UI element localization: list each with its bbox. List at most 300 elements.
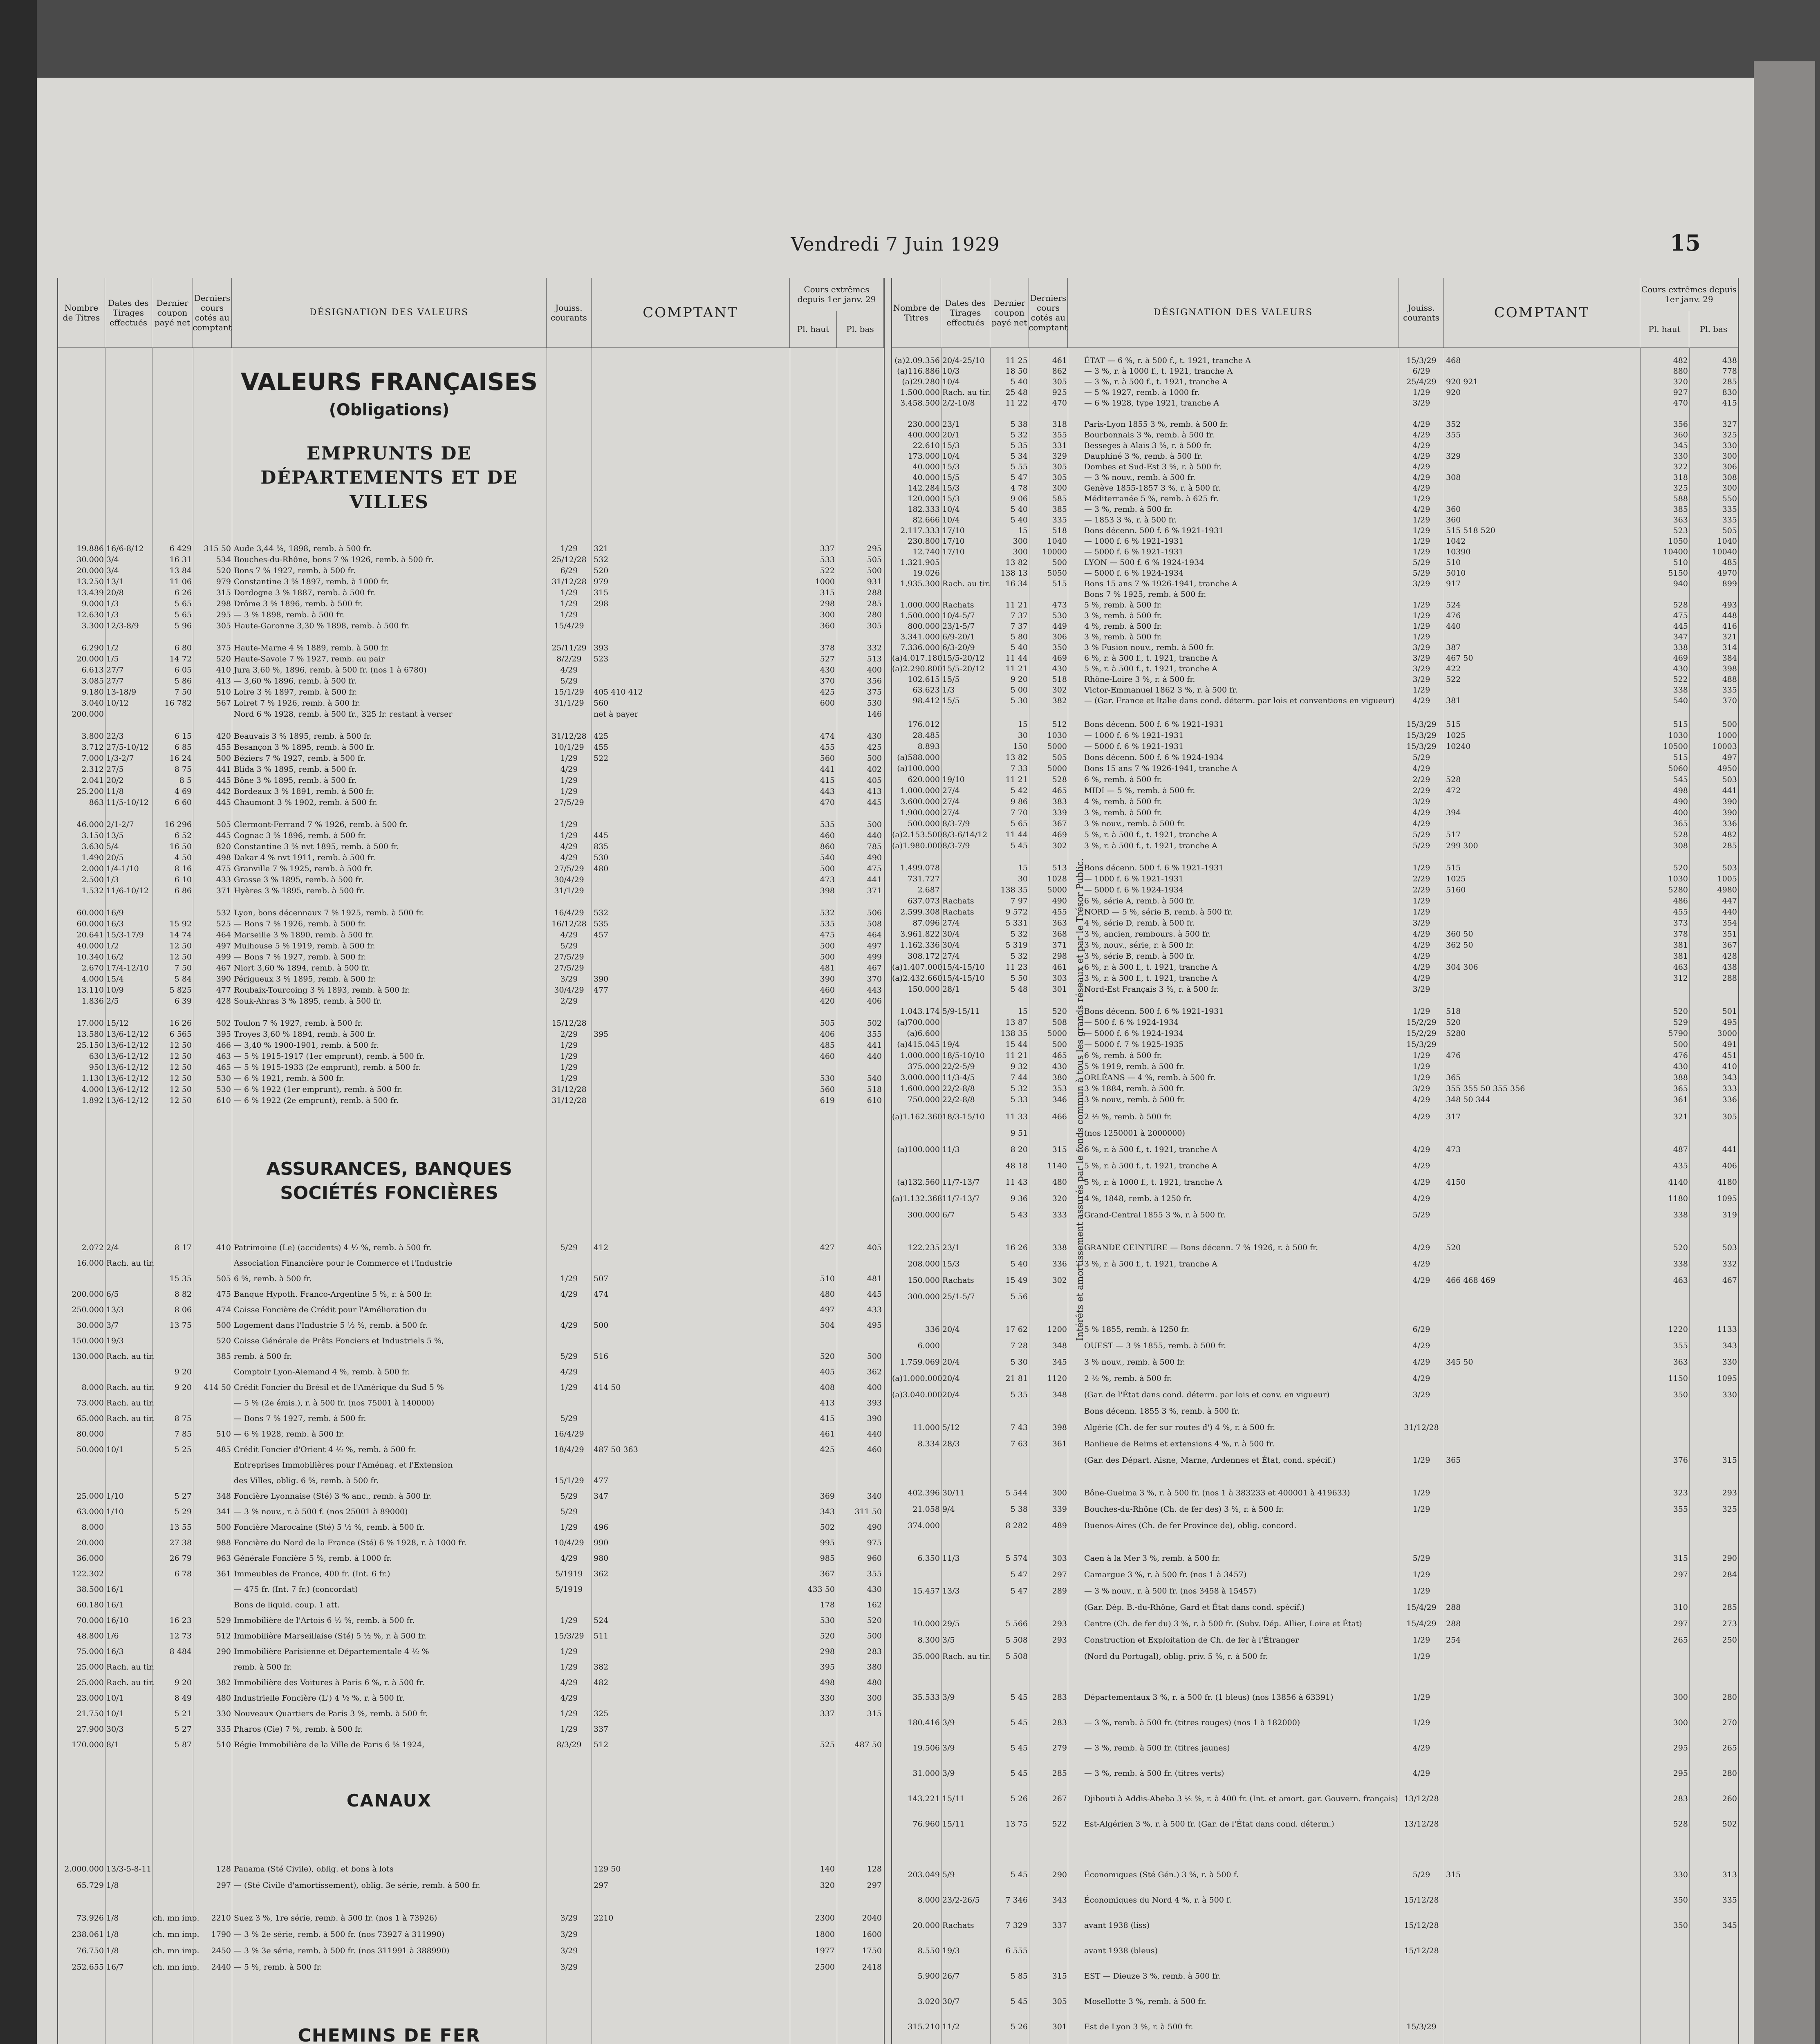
cell-n: 150.000 [908,1276,940,1285]
cell-des: Est de Lyon 3 %, r. à 500 fr. [1084,2022,1193,2031]
cell-b: 354 [1722,919,1737,928]
cell-des: — 500 f. 6 % 1924-1934 [1084,1018,1179,1027]
cell-j: 1/29 [1412,863,1430,872]
cell-last: 442 [216,787,231,796]
table-row [58,798,884,809]
cell-j: 4/29 [1412,696,1430,705]
cell-h: 430 [1673,664,1688,673]
cell-j: 4/29 [1412,1374,1430,1383]
cell-h: 463 [1673,1276,1688,1285]
cell-des: Rhône-Loire 3 %, r. à 500 fr. [1084,675,1195,684]
cell-n: 2.599.308 [900,908,940,917]
cell-j: 1/29 [560,588,578,597]
cell-h: 525 [820,1740,835,1749]
cell-n: 176.012 [908,720,940,729]
cell-c: 12 73 [169,1632,192,1641]
cell-h: 355 [1673,1341,1688,1350]
cell-last: 467 [216,964,231,973]
cell-c: 16 296 [164,820,192,829]
cell-n: 252.655 [72,1963,104,1972]
cell-c: 27 38 [169,1538,192,1547]
cell-j: 6/29 [1412,1325,1430,1334]
cell-b: 441 [1722,786,1737,795]
cell-d: 16/3 [106,919,124,928]
section-title: VALEURS FRANÇAISES [240,368,538,396]
cell-c: 6 10 [174,875,192,884]
cell-n: 19.886 [76,544,104,553]
cell-b: 355 [867,1030,882,1039]
table-row [892,1692,1738,1718]
cell-n: 182.333 [908,505,940,514]
cell-last: 979 [216,577,231,586]
section-chemins: CHEMINS DE FER [298,2025,481,2044]
cell-h: 425 [820,1445,835,1454]
cell-last: 2450 [211,1946,231,1955]
cell-des: — 6 % 1928, type 1921, tranche A [1084,399,1219,408]
cell-des: 3 %, r. à 500 f., t. 1921, tranche A [1084,841,1217,850]
cell-des: Immobilière des Voitures à Paris 6 %, r. à 500 fr. [234,1678,425,1687]
cell-b: 371 [867,886,882,895]
cell-c: 13 84 [169,566,192,575]
cell-n: 1.900.000 [900,808,940,817]
cell-des: 3 %, remb. à 500 fr. [1084,632,1162,641]
cell-b: 336 [1722,819,1737,828]
cell-h: 10500 [1663,742,1688,751]
cell-c: 5 43 [1010,1210,1028,1219]
cell-d: Rach. au tir. [106,1383,155,1392]
cell-c: 5 50 [1010,974,1028,983]
cell-j: 27/5/29 [554,864,584,873]
cell-c: 7 33 [1010,764,1028,773]
cell-last: 297 [1052,1570,1067,1579]
cell-last: 530 [1052,611,1067,620]
header-pl-bas: Pl. bas [1689,311,1738,347]
cell-last: 337 [1052,1921,1067,1930]
cell-d: 11/5-10/12 [106,798,149,807]
cell-n: 25.150 [76,1041,104,1050]
cell-des: Granville 7 % 1925, remb. à 500 fr. [234,864,373,873]
cell-b: 1095 [1717,1194,1737,1203]
table-row [892,568,1738,579]
table-row [892,1112,1738,1128]
cell-b: 438 [1722,963,1737,972]
cell-p: 393 [594,643,609,652]
cell-des: Départementaux 3 %, r. à 500 fr. (1 bleus) (nos 13856 à 63391) [1084,1693,1334,1702]
cell-c: 7 44 [1010,1073,1028,1082]
table-row [892,2022,1738,2044]
table-row [892,1921,1738,1946]
cell-b: 513 [867,654,882,663]
cell-b: 305 [1722,1112,1737,1121]
cell-h: 455 [1673,908,1688,917]
cell-h: 330 [1673,1870,1688,1879]
cell-j: 8/2/29 [556,654,582,663]
cell-last: 375 [216,643,231,652]
cell-last: 410 [216,1243,231,1252]
cell-last: 128 [216,1865,231,1874]
cell-h: 381 [1673,952,1688,961]
cell-h: 378 [820,643,835,652]
cell-des: NORD — 5 %, série B, remb. à 500 fr. [1084,908,1233,917]
cell-b: 314 [1722,643,1737,652]
header-comptant: COMPTANT [1444,278,1640,347]
cell-b: 300 [867,1694,882,1703]
cell-h: 378 [1673,930,1688,939]
cell-des: Haute-Garonne 3,30 % 1898, remb. à 500 fr. [234,621,410,630]
cell-c: 15 [1018,526,1028,535]
cell-c: 14 72 [169,654,192,663]
cell-j: 1/29 [1412,537,1430,546]
cell-c: 15 [1018,863,1028,872]
cell-h: 321 [1673,1112,1688,1121]
cell-j: 2/29 [560,997,578,1006]
cell-j: 1/29 [1412,1570,1430,1579]
cell-des: Bône 3 % 1895, remb. à 500 fr. [234,776,356,785]
cell-b: 830 [1722,388,1737,397]
cell-n: 3.600.000 [900,797,940,806]
table-row [58,731,884,742]
cell-b: 405 [867,776,882,785]
cell-last: 463 [216,1052,231,1061]
cell-p: 1025 [1446,731,1466,740]
cell-b: 550 [1722,494,1737,503]
cell-d: 16/10 [106,1616,129,1625]
cell-b: 370 [1722,696,1737,705]
table-row [58,930,884,941]
cell-c: 5 65 [1010,819,1028,828]
cell-d: 3/4 [106,566,119,575]
cell-p: 515 [1446,720,1461,729]
cell-des: Immeubles de France, 400 fr. (Int. 6 fr.) [234,1569,390,1578]
cell-b: 425 [867,743,882,752]
cell-c: 11 06 [169,577,192,586]
cell-n: 950 [89,1063,104,1072]
cell-d: Rach. au tir. [942,579,991,588]
cell-n: 1.532 [81,886,104,895]
cell-c: 7 43 [1010,1423,1028,1432]
cell-c: 8 06 [174,1305,192,1314]
cell-n: 637.073 [908,896,940,905]
cell-des: 4 %, 1848, remb. à 1250 fr. [1084,1194,1192,1203]
table-row [892,1194,1738,1210]
cell-j: 4/29 [1412,1744,1430,1753]
table-row [892,874,1738,885]
cell-des: Toulon 7 % 1927, remb. à 500 fr. [234,1019,363,1028]
cell-j: 4/29 [1412,473,1430,482]
cell-h: 1220 [1668,1325,1688,1334]
cell-des: — 5000 f. 6 % 1924-1934 [1084,569,1184,578]
cell-last: 329 [1052,452,1067,461]
table-row [58,632,884,643]
rows-d [892,1692,1738,2044]
table-row [58,588,884,599]
cell-b: 490 [867,853,882,862]
table-row [892,558,1738,568]
cell-p: 365 [1446,1073,1461,1082]
cell-n: 7.336.000 [900,643,940,652]
cell-last: 267 [1052,1794,1067,1803]
cell-n: 63.000 [76,1507,104,1516]
table-row [892,1997,1738,2022]
cell-h: 1050 [1668,537,1688,546]
cell-b: 325 [1722,430,1737,439]
cell-c: 15 44 [1005,1040,1028,1049]
cell-j: 4/29 [1412,430,1430,439]
cell-last: 339 [1052,808,1067,817]
cell-d: 27/5 [106,765,124,774]
table-row [892,1259,1738,1275]
cell-des: Troyes 3,60 % 1894, remb. à 500 fr. [234,1030,376,1039]
cell-b: 430 [867,1585,882,1594]
cell-last: 465 [1052,786,1067,795]
cell-p: 476 [1446,1051,1461,1060]
cell-p: 382 [594,1663,609,1672]
cell-b: 285 [1722,377,1737,386]
cell-last: 348 [1052,1390,1067,1399]
cell-d: 28/3 [942,1439,960,1448]
cell-n: 375.000 [908,1062,940,1071]
cell-c: 9 572 [1005,908,1028,917]
table-row [58,820,884,831]
cell-c: 16 31 [169,555,192,564]
cell-c: ch. mn imp. [153,1946,199,1955]
cell-j: 1/29 [560,1725,578,1734]
cell-c: 11 21 [1005,601,1028,610]
cell-n: 80.000 [76,1430,104,1439]
cell-c: 13 75 [1005,1820,1028,1829]
cell-p: 517 [1446,830,1461,839]
table-row [892,1325,1738,1341]
cell-j: 1/29 [1412,547,1430,556]
cell-p: 476 [1446,611,1461,620]
cell-j: 4/29 [1412,1276,1430,1285]
cell-c: 5 26 [1010,1794,1028,1803]
cell-last: 336 [1052,1260,1067,1269]
cell-d: 1/8 [106,1946,119,1955]
table-row [58,1383,884,1398]
cell-h: 522 [820,566,835,575]
cell-des: Buenos-Aires (Ch. de fer Province de), oblig. concord. [1084,1521,1297,1530]
cell-n: (a)1.980.000 [892,841,942,850]
table-row [58,1074,884,1085]
cell-j: 5/29 [560,1414,578,1423]
cell-h: 460 [820,986,835,995]
table-row [58,1740,884,1755]
cell-last: 285 [1052,1769,1067,1778]
cell-j: 4/29 [560,1678,578,1687]
table-row [892,1895,1738,1921]
cell-h: 588 [1673,494,1688,503]
table-row [58,864,884,875]
cell-des: avant 1938 (bleus) [1084,1946,1158,1955]
cell-last: 339 [1052,1505,1067,1514]
cell-c: 6 80 [174,643,192,652]
cell-d: 10/9 [106,986,124,995]
table-row [58,775,884,787]
cell-c: 5 27 [174,1725,192,1734]
cell-last: 490 [1052,896,1067,905]
table-row [892,1472,1738,1488]
table-row [892,885,1738,896]
cell-des: 3 % nouv., remb. à 500 fr. [1084,1358,1186,1367]
cell-des: 6 %, remb. à 500 fr. [234,1274,312,1283]
cell-c: 17 62 [1005,1325,1028,1334]
cell-n: 1.499.078 [900,863,940,872]
cell-j: 1/29 [1412,1718,1430,1727]
cell-n: 7.000 [81,754,104,763]
cell-j: 31/12/28 [551,1085,587,1094]
cell-des: Dakar 4 % nvt 1911, remb. à 500 fr. [234,853,376,862]
page-date: Vendredi 7 Juin 1929 [791,233,1000,255]
cell-last: 445 [216,831,231,840]
cell-des: Besançon 3 % 1895, remb. à 500 fr. [234,743,374,752]
cell-j: 4/29 [560,853,578,862]
cell-n: 75.000 [76,1647,104,1656]
cell-n: 40.000 [912,462,940,471]
cell-d: 13/6-12/12 [106,1074,149,1083]
cell-d: 30/3 [106,1725,124,1734]
cell-b: 500 [867,1352,882,1361]
table-row [892,1602,1738,1619]
cell-h: 355 [1673,1505,1688,1514]
table-row [58,742,884,753]
table-row [892,852,1738,863]
cell-j: 4/29 [560,666,578,675]
cell-n: 70.000 [76,1616,104,1625]
right-column-header [892,278,1738,348]
cell-last: 441 [216,765,231,774]
cell-d: 1/5 [106,654,119,663]
cell-n: 27.900 [76,1725,104,1734]
cell-des: — (Sté Civile d'amortissement), oblig. 3e série, remb. à 500 fr. [234,1881,480,1890]
table-row [892,1619,1738,1635]
cell-last: 315 [1052,1972,1067,1981]
cell-j: 4/29 [1412,952,1430,961]
table-row [58,1491,884,1507]
cell-n: 230.000 [908,420,940,429]
cell-h: 295 [1673,1744,1688,1753]
cell-j: 3/29 [1412,1084,1430,1093]
cell-d: 15/11 [942,1794,965,1803]
cell-j: 1/29 [560,1052,578,1061]
cell-last: 305 [1052,473,1067,482]
table-row [892,1292,1738,1308]
cell-n: 13.439 [76,588,104,597]
table-row [892,1845,1738,1870]
cell-h: 1180 [1668,1194,1688,1203]
cell-h: 498 [1673,786,1688,795]
cell-j: 4/29 [1412,1178,1430,1187]
table-row [58,709,884,720]
cell-last: 420 [216,732,231,741]
cell-des: 5 %, remb. à 500 fr. [1084,601,1162,610]
cell-j: 3/29 [1412,399,1430,408]
table-row [58,875,884,886]
cell-h: 413 [820,1399,835,1407]
table-row [892,1870,1738,1895]
cell-n: (a)132.560 [897,1178,940,1187]
cell-des: — 5 %, remb. à 500 fr. [234,1963,322,1972]
cell-des: Clermont-Ferrand 7 % 1926, remb. à 500 fr. [234,820,408,829]
cell-j: 4/29 [560,1290,578,1299]
cell-j: 15/1/29 [554,1476,584,1485]
cell-n: 25.200 [76,787,104,796]
cell-b: 447 [1722,896,1737,905]
cell-c: 15 [1018,720,1028,729]
cell-h: 497 [820,1305,835,1314]
cell-d: 11/6-10/12 [106,886,149,895]
cell-des: Immobilière Parisienne et Départementale 4 ½ % [234,1647,429,1656]
cell-b: 280 [1722,1693,1737,1702]
assurances-rows [58,1243,884,1755]
cell-p: 325 [594,1709,609,1718]
header-nombre: Nombre de Titres [58,278,105,347]
cell-b: 428 [1722,952,1737,961]
cell-n: 120.000 [908,494,940,503]
cell-j: 15/3/29 [1406,1040,1437,1049]
cell-c: 5 574 [1005,1554,1028,1563]
cell-last: 469 [1052,654,1067,663]
canaux-rows [58,1864,884,1979]
cell-last: 475 [216,864,231,873]
cell-c: 5 65 [174,610,192,619]
cell-j: 4/29 [1412,930,1430,939]
cell-h: 535 [820,820,835,829]
cell-last: 298 [1052,952,1067,961]
cell-des: Grand-Central 1855 3 %, r. à 500 fr. [1084,1210,1226,1219]
table-row [892,1794,1738,1819]
cell-n: 3.000.000 [900,1073,940,1082]
cell-des: Souk-Ahras 3 % 1895, remb. à 500 fr. [234,997,382,1006]
cell-des: 3 %, ancien, rembours. à 500 fr. [1084,930,1210,939]
cell-h: 528 [1673,830,1688,839]
cell-n: (a)3.040.000 [892,1390,942,1399]
cell-c: 6 05 [174,666,192,675]
cell-c: 5 40 [1010,1260,1028,1269]
cell-b: 265 [1722,1744,1737,1753]
cell-c: 26 79 [169,1554,192,1563]
cell-n: 1.500.000 [900,611,940,620]
cell-h: 370 [820,677,835,686]
guarantee-note: Intérêts et amortissement assurés par le fonds commun à tous les grands réseaux et par le Trésor Public. [1075,858,1085,1341]
cell-d: 16/7 [106,1963,124,1972]
cell-j: 1/29 [1412,896,1430,905]
cell-p: 528 [1446,775,1461,784]
cell-p: 308 [1446,473,1461,482]
cell-c: 9 20 [174,1367,192,1376]
cell-d: 10/1 [106,1709,124,1718]
cell-n: 73.000 [76,1399,104,1407]
cell-last: 315 [216,588,231,597]
cell-n: 400.000 [908,430,940,439]
table-row [892,1308,1738,1325]
cell-h: 369 [820,1492,835,1501]
cell-c: 7 63 [1010,1439,1028,1448]
cell-b: 315 [867,1709,882,1718]
cell-b: 306 [1722,462,1737,471]
cell-b: 362 [867,1367,882,1376]
table-row [892,1145,1738,1161]
cell-d: 16/6-8/12 [106,544,144,553]
cell-d: 1/3-2/7 [106,754,134,763]
cell-j: 3/29 [560,1946,578,1955]
cell-b: 280 [867,610,882,619]
cell-des: Bons décenn. 500 f. 6 % 1921-1931 [1084,526,1224,535]
table-row [892,1586,1738,1602]
cell-h: 529 [1673,1018,1688,1027]
cell-d: 20/2 [106,776,124,785]
table-row [58,1274,884,1289]
